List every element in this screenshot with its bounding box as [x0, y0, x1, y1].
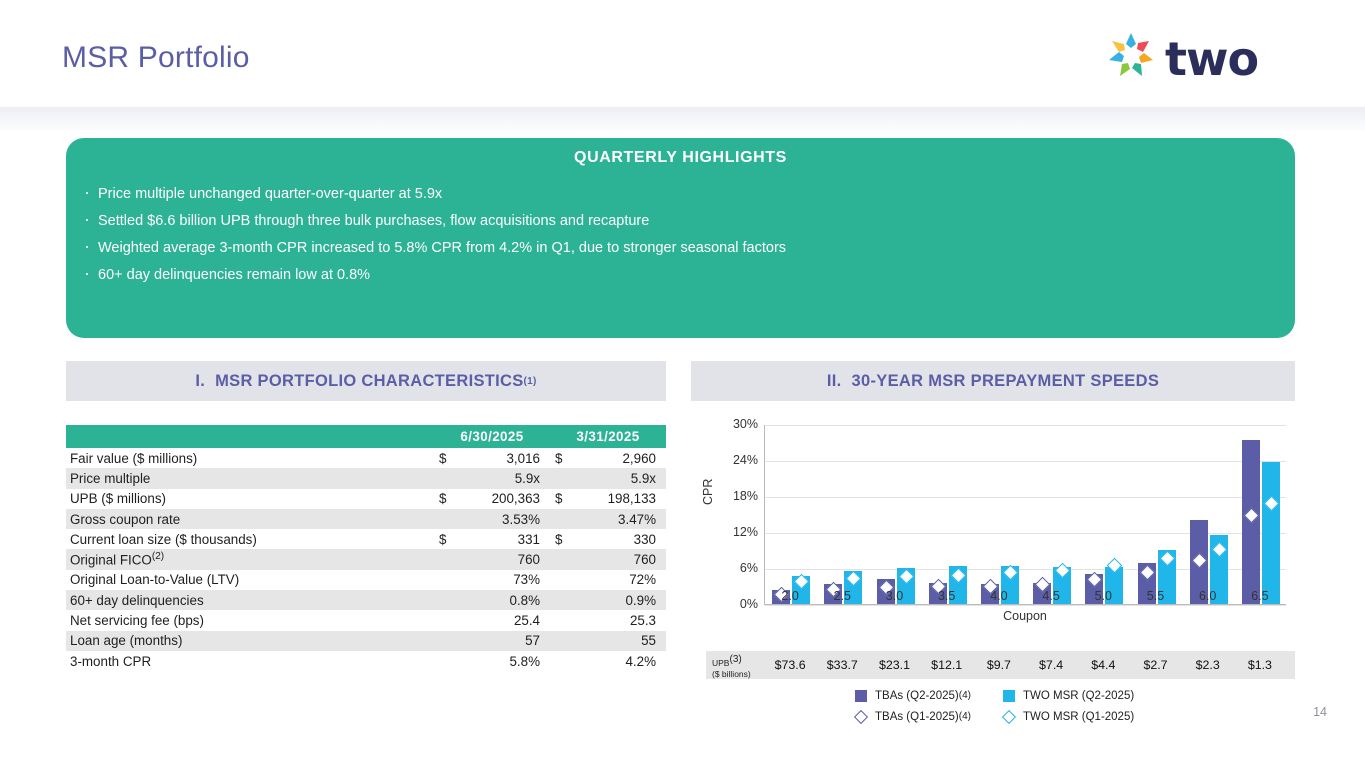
cell-value-prior: 330: [633, 531, 656, 547]
row-label: 60+ day delinquencies: [66, 590, 434, 610]
star-logo-icon: [1103, 30, 1159, 84]
list-item: · Weighted average 3-month CPR increased to 5.8% CPR from 4.2% in Q1, due to stronger seasonal factors: [80, 235, 1295, 262]
table-row: [66, 590, 666, 610]
chart-gridline: [765, 497, 1286, 498]
cell-value-current: 3.53%: [448, 509, 550, 529]
cell-currency: [434, 651, 448, 671]
cell-currency: [550, 631, 564, 651]
cell-currency: [550, 468, 564, 488]
row-label: Gross coupon rate: [66, 509, 434, 529]
table-body: [66, 448, 666, 671]
chart-legend: [855, 685, 1155, 727]
chart-y-tick-label: 6%: [739, 561, 758, 575]
legend-swatch-icon: [1003, 690, 1015, 702]
row-label: 3-month CPR: [70, 653, 152, 669]
row-label: Loan age (months): [66, 631, 434, 651]
cell-value-prior: 25.3: [629, 613, 656, 629]
upb-value: $7.4: [1039, 658, 1064, 672]
cell-currency: [434, 610, 448, 630]
table-header-row: [66, 425, 666, 448]
upb-value: $9.7: [986, 658, 1011, 672]
legend-row: [855, 685, 1155, 706]
legend-diamond-icon: [854, 709, 868, 723]
table-row: [66, 509, 666, 529]
legend-label: TWO MSR (Q1-2025): [1023, 710, 1135, 723]
chart-bar-two-q2: [1262, 462, 1280, 604]
legend-item-tba-q2: [855, 690, 1003, 702]
upb-value: $73.6: [774, 658, 806, 672]
list-item: · Price multiple unchanged quarter-over-quarter at 5.9x: [80, 181, 1295, 208]
chart-gridline: [765, 461, 1286, 462]
legend-footnote-marker: (4): [958, 711, 971, 722]
table-row: [66, 468, 666, 488]
cell-value-prior: 3.47%: [564, 509, 666, 529]
chart-y-tick-label: 30%: [732, 417, 758, 431]
cell-value-prior: 55: [564, 631, 666, 651]
cell-value-prior: 198,133: [607, 491, 656, 507]
table-row: [66, 631, 666, 651]
cell-currency: [434, 509, 448, 529]
cell-value-current: 73%: [513, 572, 540, 588]
legend-footnote-marker: (4): [958, 690, 971, 701]
legend-swatch-icon: [855, 690, 867, 702]
chart-gridline: [765, 569, 1286, 570]
cell-currency: $: [555, 531, 563, 547]
legend-row: [855, 706, 1155, 727]
table-row: [66, 570, 666, 590]
msr-characteristics-table: [66, 425, 666, 671]
cell-value-current: 25.4: [513, 613, 540, 629]
prepayment-speeds-chart: [691, 413, 1295, 633]
cell-value-current: 3,016: [506, 450, 540, 466]
logo-wordmark: two: [1165, 32, 1259, 86]
cell-currency: [550, 651, 564, 671]
column-header-prior: 3/31/2025: [550, 425, 666, 448]
cell-currency: [550, 570, 564, 590]
chart-x-tick-label: 5.5: [1146, 589, 1165, 603]
chart-x-tick-label: 3.5: [937, 589, 956, 603]
section-header-prepayment: [691, 361, 1295, 401]
upb-value: $23.1: [878, 658, 910, 672]
chart-y-tick-label: 12%: [732, 525, 758, 539]
upb-value: $1.3: [1247, 658, 1272, 672]
cell-currency: [550, 509, 564, 529]
chart-x-tick-label: 5.0: [1094, 589, 1112, 603]
cell-currency: [434, 631, 448, 651]
chart-x-tick-label: 6.5: [1251, 589, 1269, 603]
quarterly-highlights-panel: [66, 138, 1295, 338]
upb-value: $2.3: [1195, 658, 1220, 672]
upb-row-label: [712, 654, 751, 680]
cell-value-current: 5.9x: [448, 468, 550, 488]
cell-value-prior: 5.9x: [564, 468, 666, 488]
upb-label-line2: ($ billions): [712, 668, 751, 679]
cell-value-current: 57: [448, 631, 550, 651]
cell-value-prior: 0.9%: [564, 590, 666, 610]
cell-value-prior: 760: [564, 549, 666, 569]
cell-value-current: 0.8%: [448, 590, 550, 610]
chart-x-tick-label: 4.0: [990, 589, 1008, 603]
cell-currency: [434, 468, 448, 488]
chart-gridline: [765, 425, 1286, 426]
section-footnote-marker: (1): [523, 375, 537, 387]
upb-value: $12.1: [931, 658, 963, 672]
legend-label: TBAs (Q2-2025): [875, 689, 959, 702]
chart-x-axis-label: Coupon: [1003, 609, 1047, 623]
chart-y-tick-label: 24%: [732, 453, 758, 467]
row-label: Price multiple: [66, 468, 434, 488]
table-row: [66, 651, 666, 671]
table-row: [66, 489, 666, 509]
cell-currency: $: [555, 491, 563, 507]
cell-currency: [434, 590, 448, 610]
section-title: MSR PORTFOLIO CHARACTERISTICS: [215, 371, 524, 390]
upb-value: $33.7: [826, 658, 858, 672]
row-label: Original Loan-to-Value (LTV): [70, 572, 240, 588]
table-row: [66, 549, 666, 569]
row-label: UPB ($ millions): [70, 491, 166, 507]
section-title: 30-YEAR MSR PREPAYMENT SPEEDS: [851, 371, 1160, 390]
company-logo: [1103, 26, 1303, 88]
cell-currency: [434, 549, 448, 569]
upb-row: [706, 651, 1295, 679]
table-row: [66, 529, 666, 549]
cell-value-prior: 2,960: [622, 450, 656, 466]
section-number: I.: [195, 371, 206, 390]
page-title: MSR Portfolio: [62, 41, 250, 74]
chart-x-tick-label: 6.0: [1198, 589, 1217, 603]
chart-x-tick-label: 4.5: [1042, 589, 1060, 603]
cell-currency: [550, 590, 564, 610]
cell-value-current: 200,363: [491, 491, 540, 507]
table-row: [66, 610, 666, 630]
cell-currency: $: [555, 450, 563, 466]
chart-y-tick-label: 0%: [739, 597, 758, 611]
cell-currency: [434, 570, 448, 590]
upb-label-sup: (3): [729, 654, 742, 665]
row-label: Original FICO$^{(2)}$: [66, 549, 434, 569]
upb-value: $4.4: [1091, 658, 1116, 672]
row-label: Fair value ($ millions): [70, 450, 198, 466]
legend-label: TWO MSR (Q2-2025): [1023, 689, 1135, 702]
cell-currency: $: [439, 450, 447, 466]
chart-y-tick-label: 18%: [732, 489, 758, 503]
cell-currency: [550, 610, 564, 630]
section-header-characteristics: [66, 361, 666, 401]
section-number: II.: [826, 371, 842, 390]
legend-item-two-q1: [1003, 711, 1151, 723]
highlights-title: QUARTERLY HIGHLIGHTS: [574, 149, 787, 166]
row-label: Net servicing fee (bps): [70, 613, 204, 629]
cell-currency: [550, 549, 564, 569]
cell-value-prior: 72%: [629, 572, 656, 588]
list-item: · 60+ day delinquencies remain low at 0.8%: [80, 262, 1295, 289]
page-number: 14: [1313, 705, 1327, 719]
upb-value: $2.7: [1143, 658, 1168, 672]
chart-x-tick-label: 2.5: [833, 589, 851, 603]
slide-header: [0, 0, 1365, 108]
cell-value-prior: 4.2%: [625, 653, 656, 669]
cell-value-current: 5.8%: [509, 653, 540, 669]
column-header-current: 6/30/2025: [434, 425, 550, 448]
chart-gridline: [765, 533, 1286, 534]
chart-x-tick-label: 3.0: [885, 589, 904, 603]
chart-gridline: [765, 605, 1286, 606]
cell-currency: $: [439, 531, 447, 547]
cell-value-current: 331: [517, 531, 540, 547]
chart-plot-area: [732, 417, 1286, 611]
list-item: · Settled $6.6 billion UPB through three bulk purchases, flow acquisitions and recapture: [80, 208, 1295, 235]
highlights-list: [66, 181, 1295, 289]
row-label: Current loan size ($ thousands): [70, 531, 257, 547]
table-row: [66, 448, 666, 468]
chart-y-axis-label: CPR: [701, 478, 715, 505]
header-divider: [0, 107, 1365, 133]
upb-label-line1: UPB: [712, 657, 730, 668]
column-header-blank: [66, 425, 434, 448]
legend-diamond-icon: [1002, 709, 1016, 723]
legend-item-two-q2: [1003, 690, 1151, 702]
legend-label: TBAs (Q1-2025): [875, 710, 959, 723]
legend-item-tba-q1: [855, 711, 1003, 723]
cell-value-current: 760: [448, 549, 550, 569]
chart-x-tick-label: 2.0: [781, 589, 799, 603]
cell-currency: $: [439, 491, 447, 507]
